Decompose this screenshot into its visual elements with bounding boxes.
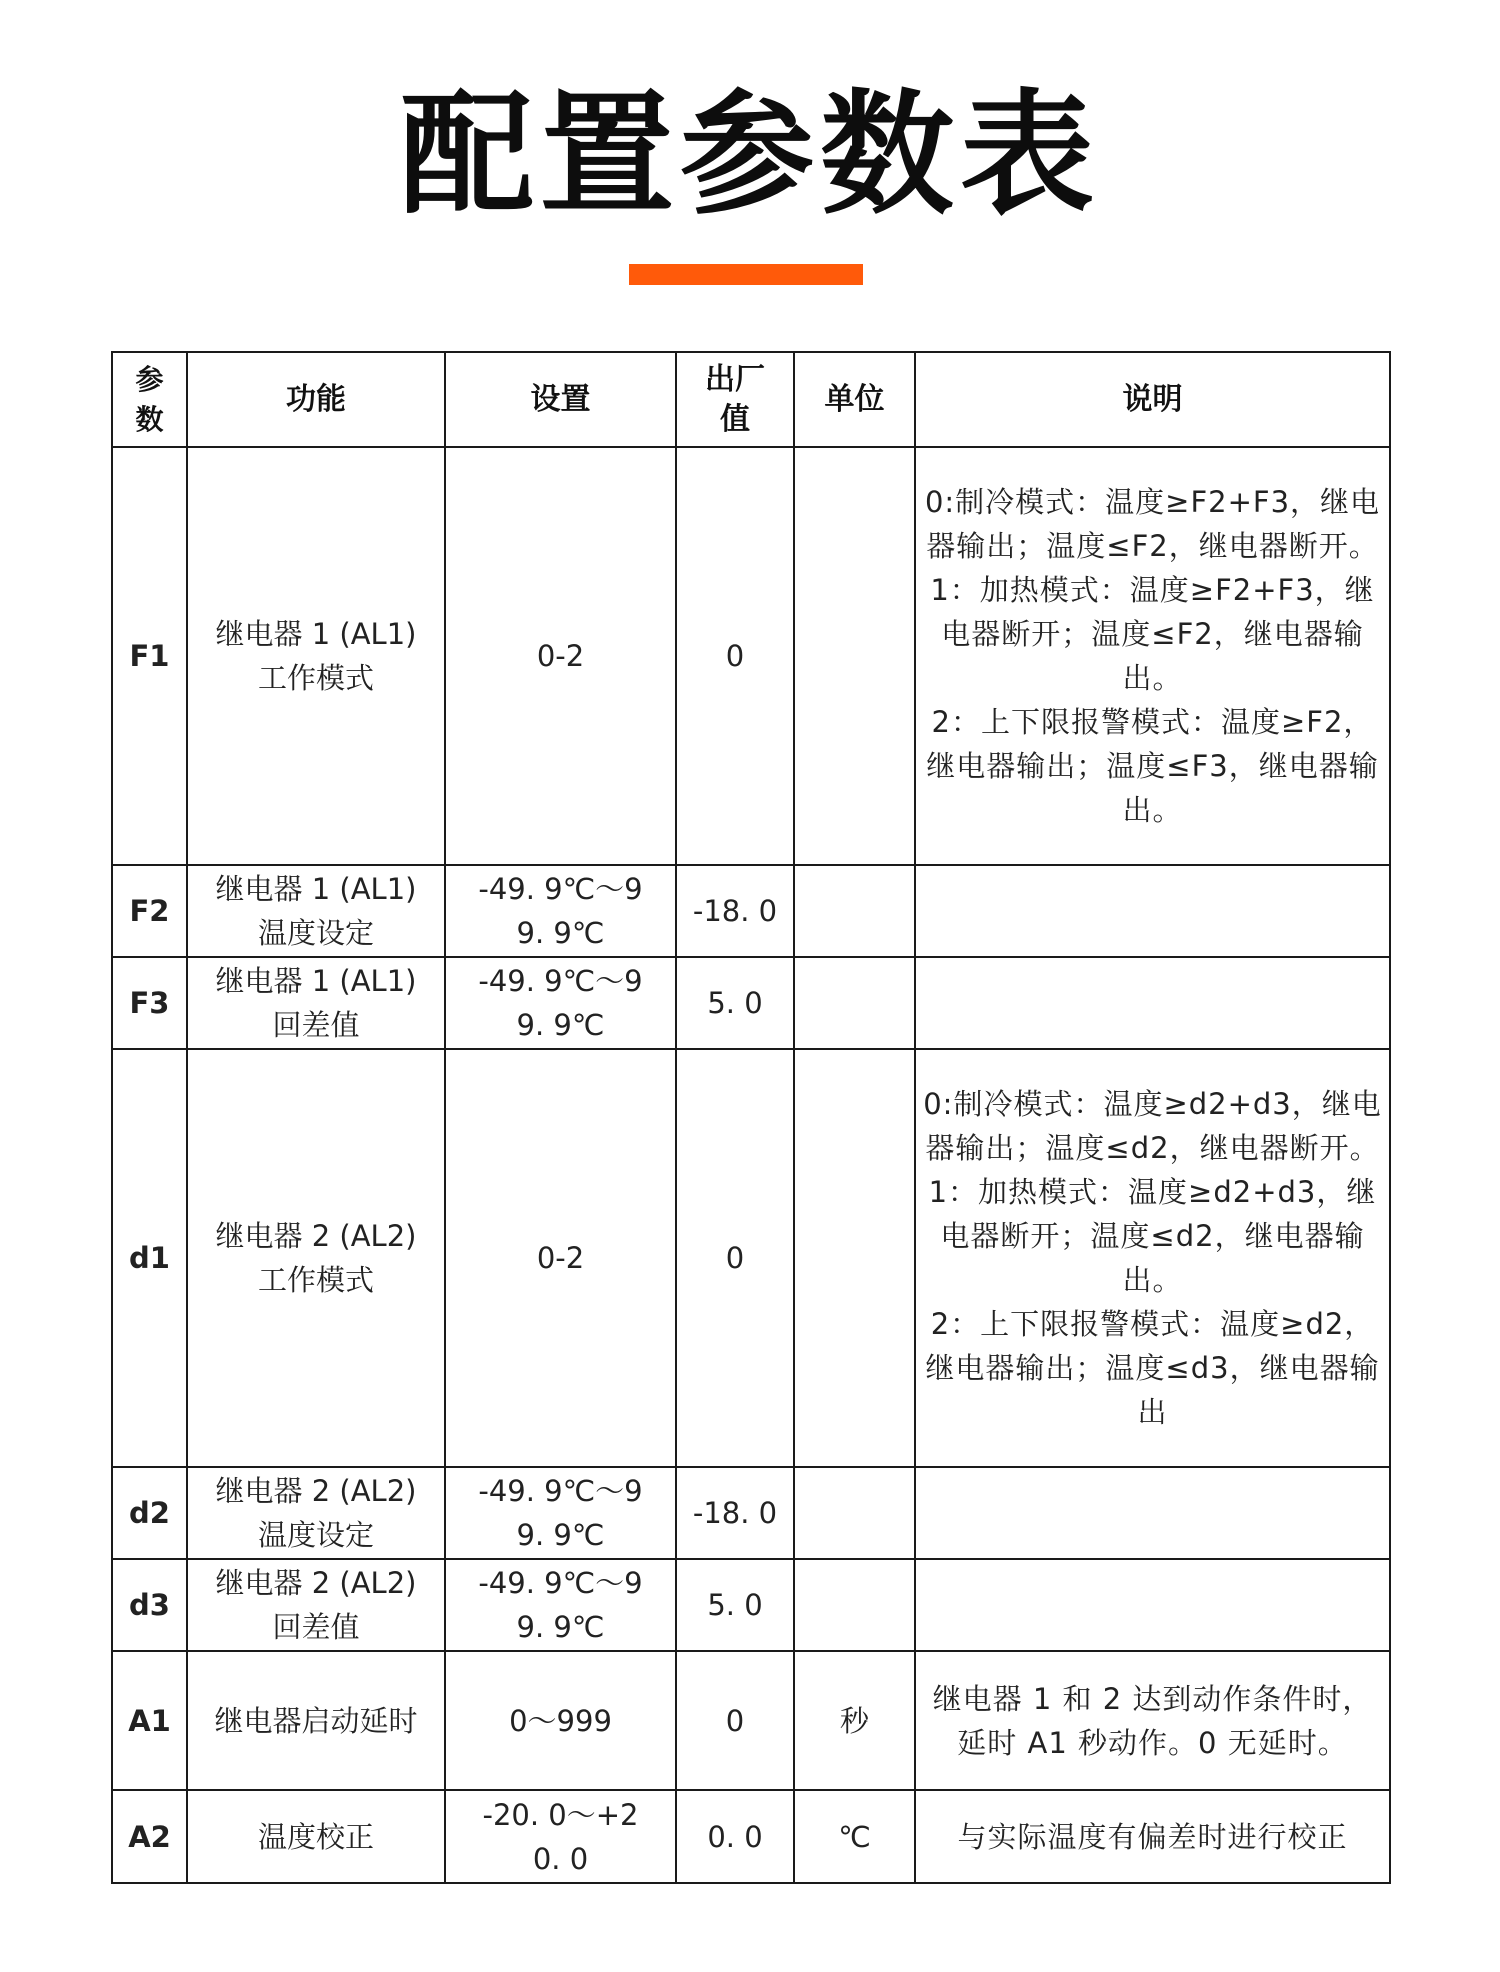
header-unit: 单位	[794, 352, 915, 447]
table-row	[112, 957, 1390, 1049]
description-paragraph: 0:制冷模式：温度≥d2+d3，继电器输出；温度≤d2，继电器断开。	[923, 1087, 1382, 1165]
description-paragraph: 2：上下限报警模式：温度≥d2，继电器输出；温度≤d3，继电器输出	[925, 1307, 1380, 1429]
description-paragraph: 与实际温度有偏差时进行校正	[957, 1819, 1348, 1854]
page-title: 配置参数表	[399, 77, 1100, 233]
description-paragraph: 0:制冷模式：温度≥F2+F3，继电器输出；温度≤F2，继电器断开。	[924, 485, 1381, 563]
default-value-cell: 0	[676, 447, 794, 865]
default-value-cell: -18. 0	[676, 865, 794, 957]
param-code-cell: d1	[112, 1049, 187, 1467]
unit-cell	[794, 447, 915, 865]
table-row	[112, 865, 1390, 957]
function-cell: 继电器 2 (AL2) 回差值	[187, 1559, 445, 1651]
unit-cell: 秒	[794, 1651, 915, 1790]
table-header-row	[112, 352, 1390, 447]
unit-cell	[794, 1049, 915, 1467]
param-code-cell: A2	[112, 1790, 187, 1883]
setting-range-cell: -49. 9℃～99. 9℃	[445, 1559, 676, 1651]
setting-range-cell: -49. 9℃～99. 9℃	[445, 865, 676, 957]
setting-range-cell: 0-2	[445, 447, 676, 865]
description-paragraph: 2：上下限报警模式：温度≥F2，继电器输出；温度≤F3，继电器输出。	[926, 705, 1379, 827]
unit-cell	[794, 1559, 915, 1651]
description-cell	[915, 1651, 1390, 1790]
default-value-cell: 0. 0	[676, 1790, 794, 1883]
setting-range-cell: 0～999	[445, 1651, 676, 1790]
function-cell: 继电器启动延时	[187, 1651, 445, 1790]
table-row	[112, 447, 1390, 865]
default-value-cell: 5. 0	[676, 957, 794, 1049]
header-description: 说明	[915, 352, 1390, 447]
setting-range-cell: -49. 9℃～99. 9℃	[445, 957, 676, 1049]
table-row	[112, 1467, 1390, 1559]
table-row	[112, 1049, 1390, 1467]
setting-range-cell: -20. 0～+20. 0	[445, 1790, 676, 1883]
config-parameter-table	[111, 351, 1391, 1884]
description-cell	[915, 865, 1390, 957]
title-accent-bar	[629, 264, 863, 285]
default-value-cell: 0	[676, 1651, 794, 1790]
table-row	[112, 1651, 1390, 1790]
function-cell: 继电器 1 (AL1) 温度设定	[187, 865, 445, 957]
param-code-cell: d2	[112, 1467, 187, 1559]
param-code-cell: d3	[112, 1559, 187, 1651]
description-paragraph: 继电器 1 和 2 达到动作条件时，延时 A1 秒动作。0 无延时。	[932, 1681, 1373, 1760]
header-default: 出厂值	[676, 352, 794, 447]
header-setting: 设置	[445, 352, 676, 447]
setting-range-cell: 0-2	[445, 1049, 676, 1467]
param-code-cell: F2	[112, 865, 187, 957]
param-code-cell: F3	[112, 957, 187, 1049]
function-cell: 继电器 2 (AL2) 温度设定	[187, 1467, 445, 1559]
param-code-cell: F1	[112, 447, 187, 865]
function-cell: 继电器 2 (AL2) 工作模式	[187, 1049, 445, 1467]
description-paragraph: 1：加热模式：温度≥F2+F3，继电器断开；温度≤F2，继电器输出。	[930, 573, 1375, 695]
description-cell	[915, 1467, 1390, 1559]
setting-range-cell: -49. 9℃～99. 9℃	[445, 1467, 676, 1559]
header-function: 功能	[187, 352, 445, 447]
description-paragraph: 1：加热模式：温度≥d2+d3，继电器断开；温度≤d2，继电器输出。	[928, 1175, 1377, 1297]
description-cell	[915, 957, 1390, 1049]
description-cell	[915, 1049, 1390, 1467]
default-value-cell: 5. 0	[676, 1559, 794, 1651]
param-code-cell: A1	[112, 1651, 187, 1790]
header-param: 参数	[112, 352, 187, 447]
function-cell: 继电器 1 (AL1) 回差值	[187, 957, 445, 1049]
table-row	[112, 1559, 1390, 1651]
default-value-cell: 0	[676, 1049, 794, 1467]
table-row	[112, 1790, 1390, 1883]
unit-cell	[794, 865, 915, 957]
function-cell: 温度校正	[187, 1790, 445, 1883]
default-value-cell: -18. 0	[676, 1467, 794, 1559]
description-cell	[915, 1790, 1390, 1883]
unit-cell	[794, 1467, 915, 1559]
unit-cell: ℃	[794, 1790, 915, 1883]
unit-cell	[794, 957, 915, 1049]
description-cell	[915, 447, 1390, 865]
function-cell: 继电器 1 (AL1) 工作模式	[187, 447, 445, 865]
description-cell	[915, 1559, 1390, 1651]
